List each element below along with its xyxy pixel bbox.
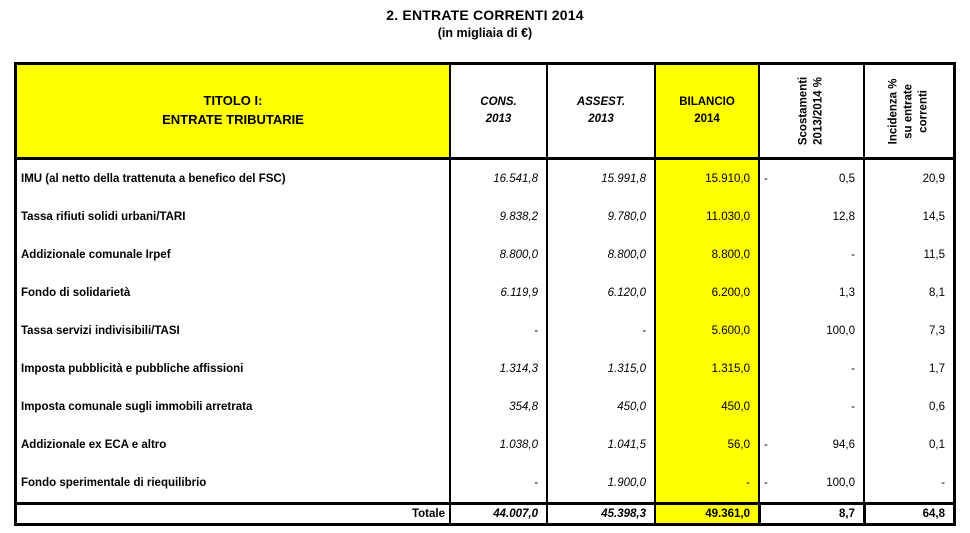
total-bilancio-value: 49.361,0	[654, 505, 758, 523]
bilancio-2014-value: -	[654, 464, 758, 502]
total-label: Totale	[411, 508, 445, 520]
header-bilancio-2014	[654, 65, 758, 157]
scostamenti-cell	[758, 274, 863, 312]
row-label: Fondo sperimentale di riequilibrio	[21, 477, 207, 489]
row-label: Addizionale ex ECA e altro	[21, 439, 167, 451]
cons-2013-value: -	[449, 464, 546, 502]
entrate-tributarie-table	[14, 62, 956, 526]
header-assest-line2: 2013	[588, 113, 614, 125]
bilancio-2014-value: 15.910,0	[654, 160, 758, 198]
cons-2013-value: 8.800,0	[449, 236, 546, 274]
header-cons-line1: CONS.	[480, 95, 517, 108]
header-titolo	[17, 65, 449, 157]
bilancio-2014-value: 8.800,0	[654, 236, 758, 274]
header-bilancio-line2: 2014	[694, 113, 720, 125]
header-titolo-line1: TITOLO I:	[203, 93, 263, 109]
header-scostamenti-rotated-text: Scostamenti 2013/2014 %	[797, 76, 825, 146]
assest-2013-value: 8.800,0	[546, 236, 654, 274]
total-cons-value: 44.007,0	[449, 505, 546, 523]
cons-2013-value: 354,8	[449, 388, 546, 426]
incidenza-value: 11,5	[863, 236, 953, 274]
row-label: Tassa rifiuti solidi urbani/TARI	[21, 211, 186, 223]
incidenza-value: -	[863, 464, 953, 502]
total-incidenza-value: 64,8	[863, 505, 953, 523]
incidenza-value: 0,6	[863, 388, 953, 426]
table-total-row	[17, 502, 953, 523]
incidenza-value: 8,1	[863, 274, 953, 312]
incidenza-value: 14,5	[863, 198, 953, 236]
table-row	[17, 198, 953, 236]
row-label: IMU (al netto della trattenuta a benefico del FSC)	[21, 173, 286, 185]
scostamenti-value: -	[851, 401, 855, 413]
scostamenti-cell	[758, 312, 863, 350]
cons-2013-value: 16.541,8	[449, 160, 546, 198]
header-assest-line1: ASSEST.	[576, 95, 626, 108]
row-label: Tassa servizi indivisibili/TASI	[21, 325, 180, 337]
table-row	[17, 274, 953, 312]
scostamenti-cell	[758, 236, 863, 274]
assest-2013-value: 1.900,0	[546, 464, 654, 502]
table-row	[17, 388, 953, 426]
scostamenti-value: -	[851, 249, 855, 261]
bilancio-2014-value: 1.315,0	[654, 350, 758, 388]
scostamenti-value: 0,5	[839, 173, 855, 185]
header-cons-line2: 2013	[485, 113, 512, 125]
scostamenti-cell	[758, 426, 863, 464]
incidenza-value: 20,9	[863, 160, 953, 198]
assest-2013-value: 9.780,0	[546, 198, 654, 236]
bilancio-2014-value: 11.030,0	[654, 198, 758, 236]
header-incidenza	[863, 65, 953, 157]
scostamenti-cell	[758, 160, 863, 198]
cons-2013-value: 1.038,0	[449, 426, 546, 464]
assest-2013-value: 1.041,5	[546, 426, 654, 464]
assest-2013-value: -	[546, 312, 654, 350]
bilancio-2014-value: 5.600,0	[654, 312, 758, 350]
page-subtitle: (in migliaia di €)	[437, 26, 533, 40]
incidenza-value: 7,3	[863, 312, 953, 350]
header-titolo-line2: ENTRATE TRIBUTARIE	[162, 112, 304, 127]
table-row	[17, 350, 953, 388]
bilancio-2014-value: 56,0	[654, 426, 758, 464]
assest-2013-value: 15.991,8	[546, 160, 654, 198]
scostamenti-cell	[758, 350, 863, 388]
scostamenti-value: 100,0	[826, 477, 855, 489]
scostamenti-cell	[758, 198, 863, 236]
scostamenti-value: 94,6	[832, 439, 855, 451]
negative-sign: -	[764, 173, 768, 185]
scostamenti-value: -	[851, 363, 855, 375]
table-row	[17, 236, 953, 274]
cons-2013-value: -	[449, 312, 546, 350]
header-incidenza-rotated-text: Incidenza % su entrate correnti	[887, 78, 930, 144]
assest-2013-value: 450,0	[546, 388, 654, 426]
row-label: Fondo di solidarietà	[21, 287, 131, 299]
total-scostamenti-value: 8,7	[758, 505, 863, 523]
table-row	[17, 312, 953, 350]
assest-2013-value: 1.315,0	[546, 350, 654, 388]
page-title: 2. ENTRATE CORRENTI 2014	[386, 7, 584, 23]
scostamenti-cell	[758, 388, 863, 426]
assest-2013-value: 6.120,0	[546, 274, 654, 312]
table-row	[17, 160, 953, 198]
bilancio-2014-value: 6.200,0	[654, 274, 758, 312]
cons-2013-value: 9.838,2	[449, 198, 546, 236]
header-bilancio-line1: BILANCIO	[679, 95, 735, 108]
negative-sign: -	[764, 439, 768, 451]
scostamenti-cell	[758, 464, 863, 502]
cons-2013-value: 1.314,3	[449, 350, 546, 388]
row-label: Addizionale comunale Irpef	[21, 249, 171, 261]
incidenza-value: 1,7	[863, 350, 953, 388]
total-assest-value: 45.398,3	[546, 505, 654, 523]
table-header-row	[17, 65, 953, 160]
bilancio-2014-value: 450,0	[654, 388, 758, 426]
negative-sign: -	[764, 477, 768, 489]
table-body	[17, 160, 953, 502]
scostamenti-value: 1,3	[839, 287, 855, 299]
header-cons-2013	[449, 65, 546, 157]
row-label: Imposta comunale sugli immobili arretrata	[21, 401, 253, 413]
header-assest-2013	[546, 65, 654, 157]
incidenza-value: 0,1	[863, 426, 953, 464]
header-scostamenti	[758, 65, 863, 157]
table-row	[17, 426, 953, 464]
cons-2013-value: 6.119,9	[449, 274, 546, 312]
scostamenti-value: 100,0	[826, 325, 855, 337]
row-label: Imposta pubblicità e pubbliche affissioni	[21, 363, 244, 375]
scostamenti-value: 12,8	[832, 211, 855, 223]
table-row	[17, 464, 953, 502]
